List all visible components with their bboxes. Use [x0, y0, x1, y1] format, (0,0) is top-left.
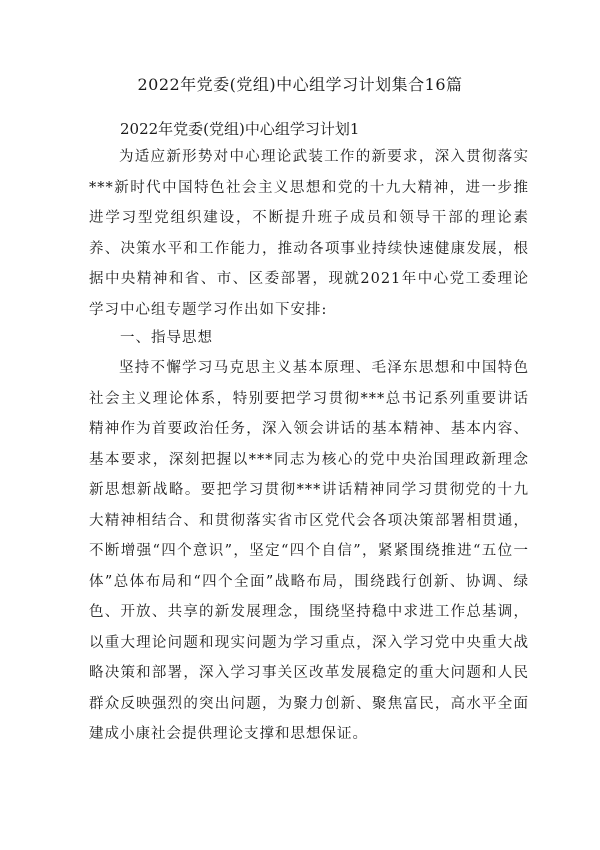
document-subtitle: 2022年党委(党组)中心组学习计划1 — [120, 120, 360, 138]
document-title: 2022年党委(党组)中心组学习计划集合16篇 — [137, 75, 463, 94]
guiding-paragraph: 坚持不懈学习马克思主义基本原理、毛泽东思想和中国特色社会主义理论体系，特别要把学习贯彻***总书记系列重要讲话精神作为首要政治任务，深入领会讲话的基本精神、基本内容、基本要求，深刻把握以***同志为核心的党中央治国理政新理念新思想新战略。要把学习贯彻***讲话精神同学习贯彻党的十九大精神相结合、和贯彻落实省市区党代会各项决策部署相贯通，不断增强“四个意识”，坚定“四个自信”，紧紧围绕推进“五位一体”总体布局和“四个全面”战略布局，围绕践行创新、协调、绿色、开放、共享的新发展理念，围绕坚持稳中求进工作总基调，以重大理论问题和现实问题为学习重点，深入学习党中央重大战略决策和部署，深入学习事关区改革发展稳定的重大问题和人民群众反映强烈的突出问题，为聚力创新、聚焦富民，高水平全面建成小康社会提供理论支撑和思想保证。 — [89, 360, 529, 742]
section-heading: 一、指导思想 — [120, 330, 213, 346]
intro-paragraph: 为适应新形势对中心理论武装工作的新要求，深入贯彻落实***新时代中国特色社会主义思想和党的十九大精神，进一步推进学习型党组织建设，不断提升班子成员和领导干部的理论素养、决策水平和工作能力，推动各项事业持续快速健康发展，根据中央精神和省、市、区委部署，现就2021年中心党工委理论学习中心组专题学习作出如下安排: — [89, 149, 529, 318]
